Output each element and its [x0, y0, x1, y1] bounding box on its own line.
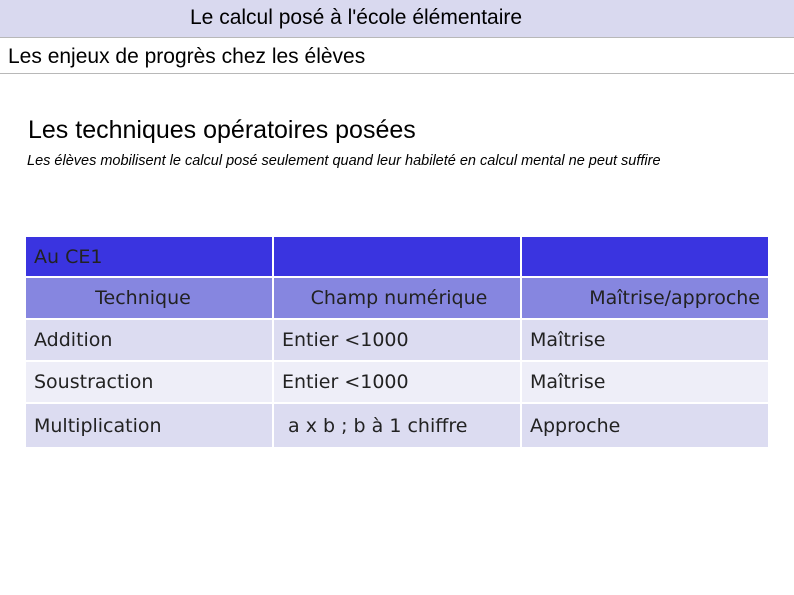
operations-table: [24, 235, 770, 449]
column-header-maitrise: Maîtrise/approche: [521, 277, 769, 319]
page-subtitle: Les enjeux de progrès chez les élèves: [8, 45, 366, 68]
cell-technique: Addition: [25, 319, 273, 361]
cell-champ: Entier <1000: [273, 361, 521, 403]
table-row: [25, 361, 769, 403]
section-heading: Les techniques opératoires posées: [28, 116, 416, 144]
cell-champ: Entier <1000: [273, 319, 521, 361]
column-header-technique: Technique: [25, 277, 273, 319]
column-header-champ: Champ numérique: [273, 277, 521, 319]
level-label: Au CE1: [25, 236, 273, 277]
cell-technique: Multiplication: [25, 403, 273, 448]
header-cell-empty: [273, 236, 521, 277]
subtitle-bar: [0, 37, 794, 74]
section-note: Les élèves mobilisent le calcul posé seulement quand leur habileté en calcul mental ne peut suffire: [27, 153, 661, 169]
title-bar: [0, 0, 794, 37]
page-title: Le calcul posé à l'école élémentaire: [190, 6, 523, 29]
table-row: [25, 403, 769, 448]
header-cell-empty: [521, 236, 769, 277]
column-header-row: [25, 277, 769, 319]
table-header-row: [25, 236, 769, 277]
table-row: [25, 319, 769, 361]
cell-technique: Soustraction: [25, 361, 273, 403]
cell-maitrise: Maîtrise: [521, 319, 769, 361]
cell-maitrise: Approche: [521, 403, 769, 448]
cell-maitrise: Maîtrise: [521, 361, 769, 403]
cell-champ: a x b ; b à 1 chiffre: [273, 403, 521, 448]
